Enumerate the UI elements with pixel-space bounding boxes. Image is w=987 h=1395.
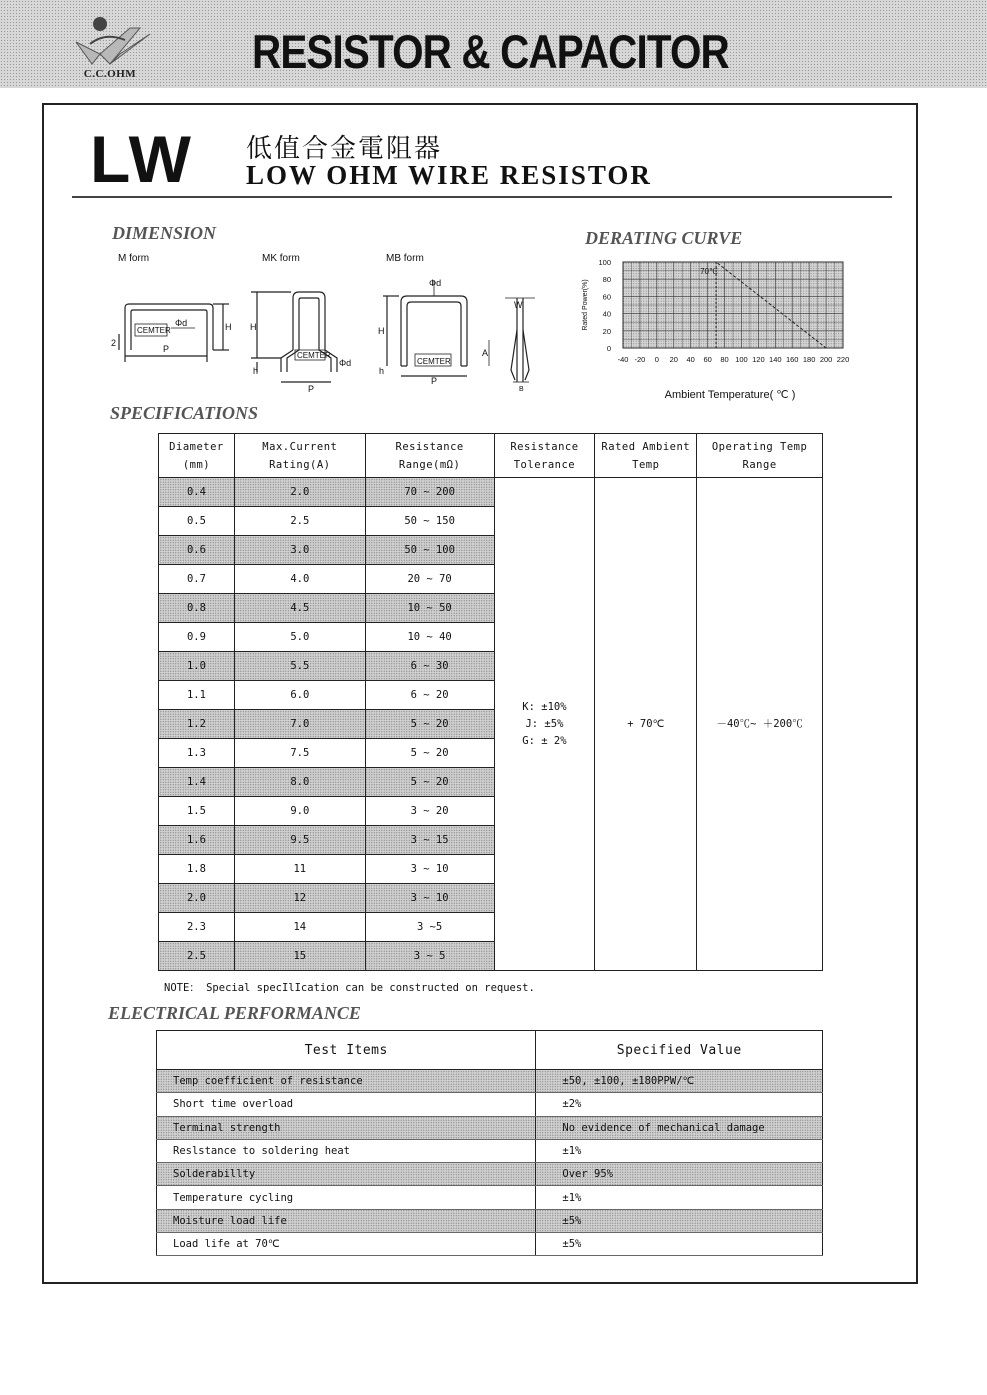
- x-axis-label: Ambient Temperature( ℃ ): [664, 389, 796, 401]
- y-axis-label: Rated Power(%): [582, 279, 589, 331]
- spec-cell-diameter: 1.1: [159, 681, 235, 710]
- spec-cell-diameter: 2.3: [159, 913, 235, 942]
- elec-cell-test-item: Load life at 70℃: [157, 1233, 536, 1256]
- spec-header-tolerance: Resistance Tolerance: [494, 434, 595, 478]
- spec-cell-diameter: 1.6: [159, 826, 235, 855]
- x-tick-label: 140: [769, 355, 782, 364]
- elec-row: [157, 1139, 823, 1162]
- side-b-label: B: [519, 386, 524, 393]
- elec-cell-test-item: Terminal strength: [157, 1116, 536, 1139]
- spec-cell-range: 3 ~ 15: [365, 826, 494, 855]
- spec-cell-range: 70 ~ 200: [365, 478, 494, 507]
- spec-cell-diameter: 0.5: [159, 507, 235, 536]
- mb-center-label: CEMTER: [417, 357, 451, 366]
- y-tick-labels: [598, 258, 611, 353]
- elec-cell-specified-value: ±1%: [536, 1139, 823, 1162]
- x-tick-label: 180: [802, 355, 816, 364]
- spec-cell-range: 3 ~ 5: [365, 942, 494, 971]
- spec-header-operating: Operating Temp Range: [697, 434, 823, 478]
- spec-cell-diameter: 0.4: [159, 478, 235, 507]
- spec-cell-range: 3 ~5: [365, 913, 494, 942]
- spec-cell-current: 4.5: [234, 594, 365, 623]
- x-tick-label: 100: [735, 355, 748, 364]
- spec-cell-diameter: 1.5: [159, 797, 235, 826]
- spec-cell-range: 10 ~ 40: [365, 623, 494, 652]
- elec-cell-test-item: Moisture load life: [157, 1209, 536, 1232]
- x-tick-label: -20: [634, 355, 646, 364]
- mb-phid-label: Φd: [429, 278, 442, 288]
- mk-phid-label: Φd: [339, 358, 352, 368]
- spec-cell-range: 50 ~ 150: [365, 507, 494, 536]
- spec-cell-current: 8.0: [234, 768, 365, 797]
- y-tick-label: 80: [602, 275, 611, 285]
- elec-cell-specified-value: Over 95%: [536, 1163, 823, 1186]
- spec-cell-range: 5 ~ 20: [365, 710, 494, 739]
- spec-cell-current: 5.0: [234, 623, 365, 652]
- x-tick-label: 80: [720, 355, 729, 364]
- logo-mark-icon: [70, 14, 170, 70]
- elec-cell-specified-value: ±5%: [536, 1209, 823, 1232]
- m-phid-label: Φd: [175, 318, 188, 328]
- spec-cell-diameter: 1.3: [159, 739, 235, 768]
- spec-cell-operating-range: －40℃~ ＋200℃: [697, 478, 823, 971]
- elec-row: [157, 1116, 823, 1139]
- mk-h-small-label: h: [253, 366, 259, 376]
- spec-cell-current: 15: [234, 942, 365, 971]
- spec-cell-current: 9.5: [234, 826, 365, 855]
- spec-cell-range: 5 ~ 20: [365, 739, 494, 768]
- y-tick-label: 20: [602, 326, 611, 336]
- derating-chart: [575, 255, 855, 405]
- spec-cell-tolerance: [494, 478, 595, 971]
- spec-cell-range: 5 ~ 20: [365, 768, 494, 797]
- side-w-label: W: [514, 300, 523, 310]
- spec-cell-range: 10 ~ 50: [365, 594, 494, 623]
- spec-table-body: [159, 478, 823, 971]
- x-tick-label: 200: [819, 355, 833, 364]
- m-p-label: P: [163, 344, 170, 354]
- elec-row: [157, 1093, 823, 1116]
- spec-cell-current: 7.0: [234, 710, 365, 739]
- spec-cell-range: 3 ~ 20: [365, 797, 494, 826]
- spec-cell-diameter: 1.0: [159, 652, 235, 681]
- spec-cell-range: 20 ~ 70: [365, 565, 494, 594]
- side-a-label: A: [482, 348, 489, 358]
- elec-cell-specified-value: ±50, ±100, ±180PPW/℃: [536, 1070, 823, 1093]
- x-tick-label: 40: [686, 355, 695, 364]
- form-label-m: M form: [118, 253, 150, 264]
- tolerance-line: J: ±5%: [525, 717, 564, 730]
- section-title-electrical: ELECTRICAL PERFORMANCE: [108, 1003, 361, 1023]
- elec-cell-test-item: Temp coefficient of resistance: [157, 1070, 536, 1093]
- spec-cell-range: 3 ~ 10: [365, 855, 494, 884]
- x-tick-label: 120: [752, 355, 765, 364]
- spec-cell-diameter: 2.5: [159, 942, 235, 971]
- tolerance-line: G: ± 2%: [522, 734, 567, 747]
- spec-row: [159, 478, 823, 507]
- spec-cell-current: 2.0: [234, 478, 365, 507]
- y-tick-label: 0: [606, 344, 611, 353]
- spec-cell-current: 5.5: [234, 652, 365, 681]
- m-h-label: H: [225, 322, 232, 332]
- tolerance-line: K: ±10%: [522, 700, 567, 713]
- spec-cell-range: 6 ~ 20: [365, 681, 494, 710]
- spec-cell-range: 3 ~ 10: [365, 884, 494, 913]
- x-tick-label: 20: [669, 355, 678, 364]
- spec-cell-current: 11: [234, 855, 365, 884]
- spec-cell-current: 4.0: [234, 565, 365, 594]
- spec-cell-diameter: 0.9: [159, 623, 235, 652]
- elec-table-body: [157, 1070, 823, 1256]
- spec-header-range: Resistance Range(mΩ): [365, 434, 494, 478]
- elec-cell-specified-value: ±2%: [536, 1093, 823, 1116]
- spec-header-diameter: Diameter (mm): [159, 434, 235, 478]
- section-title-dimension: DIMENSION: [112, 223, 217, 243]
- x-tick-label: -40: [617, 355, 629, 364]
- spec-cell-diameter: 1.8: [159, 855, 235, 884]
- section-title-specifications: SPECIFICATIONS: [110, 403, 259, 423]
- dimension-drawings: [105, 270, 545, 395]
- elec-cell-specified-value: ±5%: [536, 1233, 823, 1256]
- y-tick-label: 60: [602, 292, 611, 302]
- elec-row: [157, 1209, 823, 1232]
- company-logo: [70, 14, 170, 84]
- logo-text: C.C.OHM: [83, 68, 137, 80]
- elec-row: [157, 1186, 823, 1209]
- elec-header-specified-value: Specified Value: [536, 1031, 823, 1070]
- spec-cell-current: 6.0: [234, 681, 365, 710]
- x-tick-label: 0: [654, 355, 659, 364]
- m-center-label: CEMTER: [137, 326, 171, 335]
- section-title-derating: DERATING CURVE: [585, 228, 743, 248]
- annotation-70c: 70℃: [700, 267, 718, 276]
- elec-header-test-items: Test Items: [157, 1031, 536, 1070]
- product-title-en: LOW OHM WIRE RESISTOR: [246, 160, 652, 190]
- mk-h-label: H: [250, 322, 257, 332]
- spec-cell-diameter: 2.0: [159, 884, 235, 913]
- y-tick-label: 100: [598, 258, 611, 267]
- spec-cell-range: 6 ~ 30: [365, 652, 494, 681]
- spec-cell-rated-ambient: + 70℃: [595, 478, 697, 971]
- title-divider: [72, 196, 892, 198]
- spec-cell-current: 2.5: [234, 507, 365, 536]
- electrical-table: [156, 1030, 823, 1256]
- spec-note: NOTE： Special specIlIcation can be constructed on request.: [164, 982, 535, 994]
- spec-cell-range: 50 ~ 100: [365, 536, 494, 565]
- spec-cell-current: 12: [234, 884, 365, 913]
- spec-cell-current: 3.0: [234, 536, 365, 565]
- spec-cell-current: 9.0: [234, 797, 365, 826]
- x-tick-label: 60: [703, 355, 712, 364]
- elec-row: [157, 1163, 823, 1186]
- y-tick-label: 40: [602, 309, 611, 319]
- mb-h-label: H: [378, 326, 385, 336]
- elec-cell-test-item: Solderabillty: [157, 1163, 536, 1186]
- form-label-mb: MB form: [386, 253, 424, 264]
- spec-cell-current: 7.5: [234, 739, 365, 768]
- product-code: LW: [90, 122, 193, 196]
- spec-header-rated-ambient: Rated Ambient Temp: [595, 434, 697, 478]
- spec-cell-diameter: 1.4: [159, 768, 235, 797]
- form-label-mk: MK form: [262, 253, 300, 264]
- elec-cell-test-item: Short time overload: [157, 1093, 536, 1116]
- elec-cell-specified-value: ±1%: [536, 1186, 823, 1209]
- spec-cell-diameter: 0.6: [159, 536, 235, 565]
- mb-h-small-label: h: [379, 366, 385, 376]
- elec-row: [157, 1070, 823, 1093]
- x-tick-labels: [618, 355, 850, 364]
- mk-center-label: CEMTER: [297, 351, 331, 360]
- spec-cell-diameter: 0.8: [159, 594, 235, 623]
- elec-cell-specified-value: No evidence of mechanical damage: [536, 1116, 823, 1139]
- specifications-table: [158, 433, 823, 971]
- elec-cell-test-item: Reslstance to soldering heat: [157, 1139, 536, 1162]
- page-title: RESISTOR & CAPACITOR: [252, 25, 729, 78]
- product-title-cn: 低值合金電阻器: [246, 134, 443, 164]
- x-tick-label: 220: [836, 355, 850, 364]
- elec-row: [157, 1233, 823, 1256]
- spec-header-current: Max.Current Rating(A): [234, 434, 365, 478]
- spec-cell-diameter: 0.7: [159, 565, 235, 594]
- x-tick-label: 160: [785, 355, 799, 364]
- mk-p-label: P: [308, 384, 315, 394]
- elec-cell-test-item: Temperature cycling: [157, 1186, 536, 1209]
- spec-cell-current: 14: [234, 913, 365, 942]
- m-two-label: 2: [111, 338, 117, 348]
- mb-p-label: P: [431, 376, 438, 386]
- spec-cell-diameter: 1.2: [159, 710, 235, 739]
